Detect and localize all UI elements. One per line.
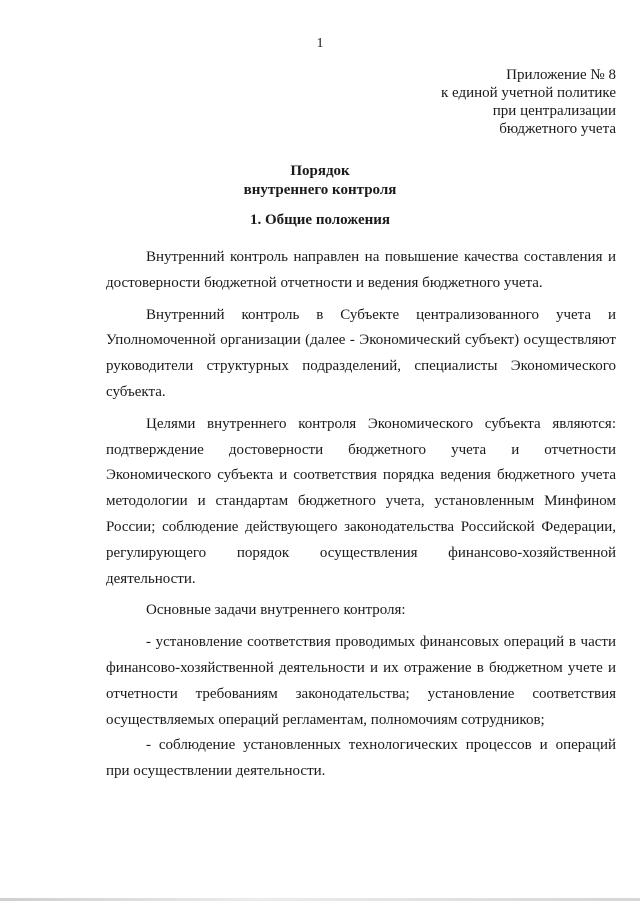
appendix-line: при централизации [492, 103, 616, 119]
paragraph-task-compliance: - установление соответствия проводимых финансовых операций в части финансово-хозяйственной деятельности и их отражение в бюджетном учете и отчетности требованиям законодательства; установление соответствия осуществляемых операций регламентам, полномочиям сотрудников; [106, 634, 616, 728]
appendix-line: Приложение № 8 [506, 67, 616, 83]
paragraph-purpose: Внутренний контроль направлен на повышение качества составления и достоверности бюджетной отчетности и ведения бюджетного учета. [106, 249, 616, 291]
appendix-line: к единой учетной политике [440, 85, 616, 101]
title-line: Порядок [290, 163, 350, 179]
title-line: внутреннего контроля [243, 182, 397, 198]
paragraph-goals: Целями внутреннего контроля Экономического субъекта являются: подтверждение достоверности бюджетного учета и отчетности Экономического субъекта и соответствия порядка ведения бюджетного учета методологии и стандартам бюджетного учета, установленным Минфином России; соблюдение действующего законодательства Российской Федерации, регулирующего порядок осуществления финансово-хозяйственной деятельности. [106, 415, 616, 587]
appendix-line: бюджетного учета [499, 121, 616, 137]
document-title [0, 162, 640, 200]
paragraph-task-processes: - соблюдение установленных технологических процессов и операций при осуществлении деятельности. [106, 737, 616, 780]
appendix-reference [441, 66, 616, 138]
section-body [106, 245, 616, 791]
section-heading: 1. Общие положения [249, 212, 391, 228]
paragraph-tasks-intro: Основные задачи внутреннего контроля: [146, 602, 406, 619]
paragraph-responsible: Внутренний контроль в Субъекте централизованного учета и Уполномоченной организации (далее - Экономический субъект) осуществляют руководители структурных подразделений, специалисты Экономического субъекта. [106, 306, 616, 400]
page-number: 1 [316, 36, 324, 51]
